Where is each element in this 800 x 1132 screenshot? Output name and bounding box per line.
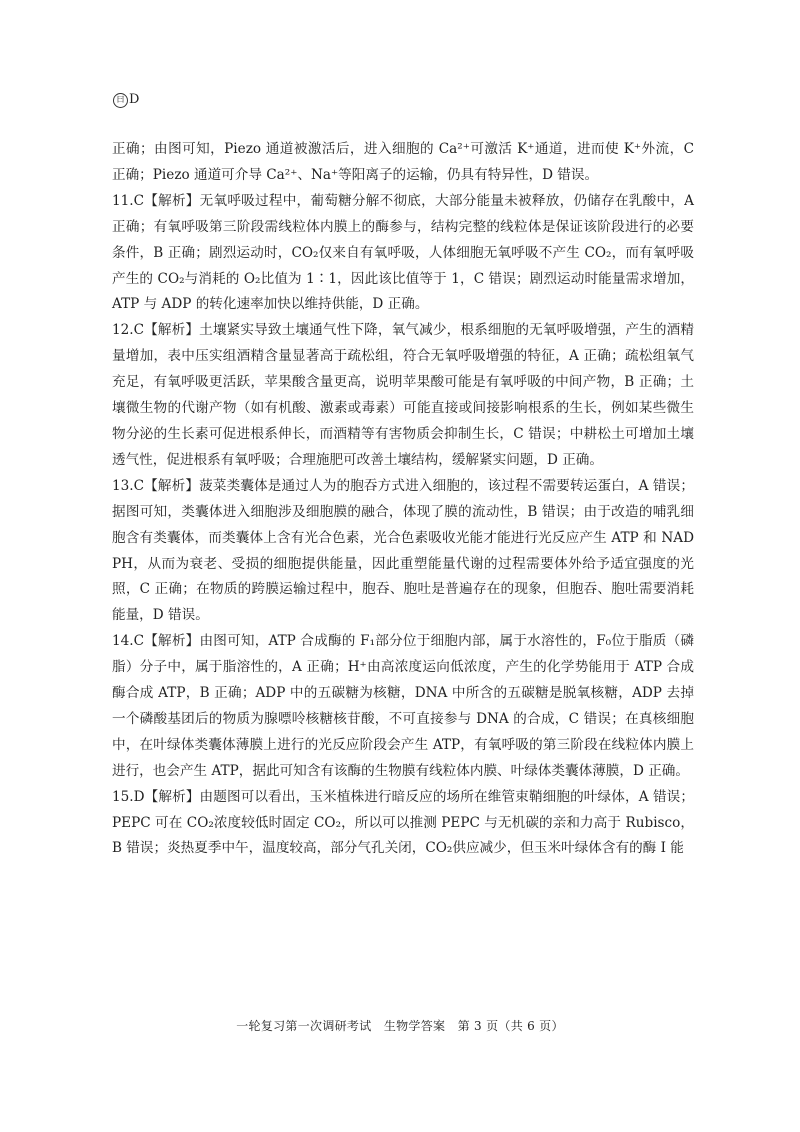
header-mark-text: D	[129, 92, 140, 107]
answer-13: 13.C【解析】菠菜类囊体是通过人为的胞吞方式进入细胞的，该过程不需要转运蛋白，A 错误；据图可知，类囊体进入细胞涉及细胞膜的融合，体现了膜的流动性，B 错误；由于改造的哺乳细胞含有类囊体，而类囊体上含有光合色素，光合色素吸收光能才能进行光反应产生 ATP 和 NADPH，从而为衰老、受损的细胞提供能量，因此重塑能量代谢的过程需要体外给予适宜强度的光照，C 正确；在物质的跨膜运输过程中，胞吞、胞吐是普遍存在的现象，但胞吞、胞吐需要消耗能量，D 错误。	[112, 477, 694, 624]
answer-15: 15.D【解析】由题图可以看出，玉米植株进行暗反应的场所在维管束鞘细胞的叶绿体，A 错误；PEPC 可在 CO₂浓度较低时固定 CO₂，所以可以推测 PEPC 与无机碳的亲和力高于 Rubisco，B 错误；炎热夏季中午，温度较高，部分气孔关闭，CO₂供应减少，但玉米叶绿体含有的酶 I 能	[112, 788, 694, 857]
answer-content	[112, 137, 694, 862]
paragraph-continuation: 正确；由图可知，Piezo 通道被激活后，进入细胞的 Ca²⁺可激活 K⁺通道，进而使 K⁺外流，C 正确；Piezo 通道可介导 Ca²⁺、Na⁺等阳离子的运输，仍具有特异性，D 错误。	[112, 141, 694, 183]
page-footer: 一轮复习第一次调研考试 生物学答案 第 3 页（共 6 页）	[236, 1019, 564, 1033]
seal-icon: 曰	[113, 93, 128, 108]
answer-11: 11.C【解析】无氧呼吸过程中，葡萄糖分解不彻底，大部分能量未被释放，仍储存在乳酸中，A 正确；有氧呼吸第三阶段需线粒体内膜上的酶参与，结构完整的线粒体是保证该阶段进行的必要条件，B 正确；剧烈运动时，CO₂仅来自有氧呼吸，人体细胞无氧呼吸不产生 CO₂，而有氧呼吸产生的 CO₂与消耗的 O₂比值为 1∶1，因此该比值等于 1，C 错误；剧烈运动时能量需求增加，ATP 与 ADP 的转化速率加快以维持供能，D 正确。	[112, 192, 694, 313]
answer-14: 14.C【解析】由图可知，ATP 合成酶的 F₁部分位于细胞内部，属于水溶性的，F₀位于脂质（磷脂）分子中，属于脂溶性的，A 正确；H⁺由高浓度运向低浓度，产生的化学势能用于 ATP 合成酶合成 ATP，B 正确；ADP 中的五碳糖为核糖，DNA 中所含的五碳糖是脱氧核糖，ADP 去掉一个磷酸基团后的物质为腺嘌呤核糖核苷酸，不可直接参与 DNA 的合成，C 错误；在真核细胞中，在叶绿体类囊体薄膜上进行的光反应阶段会产生 ATP，有氧呼吸的第三阶段在线粒体内膜上进行，也会产生 ATP，据此可知含有该酶的生物膜有线粒体内膜、叶绿体类囊体薄膜，D 正确。	[112, 633, 694, 779]
answer-12: 12.C【解析】土壤紧实导致土壤通气性下降，氧气减少，根系细胞的无氧呼吸增强，产生的酒精量增加，表中压实组酒精含量显著高于疏松组，符合无氧呼吸增强的特征，A 正确；疏松组氧气充足，有氧呼吸更活跃，苹果酸含量更高，说明苹果酸可能是有氧呼吸的中间产物，B 正确；土壤微生物的代谢产物（如有机酸、激素或毒素）可能直接或间接影响根系的生长，例如某些微生物分泌的生长素可促进根系伸长，而酒精等有害物质会抑制生长，C 错误；中耕松土可增加土壤透气性，促进根系有氧呼吸；合理施肥可改善土壤结构，缓解紧实问题，D 正确。	[112, 322, 694, 468]
header-mark	[113, 92, 139, 108]
